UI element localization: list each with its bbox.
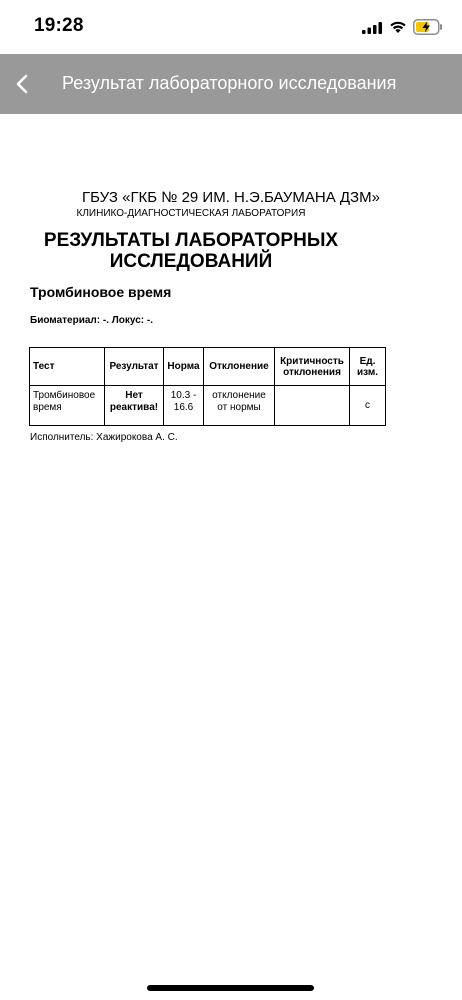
cell-norm-line1: 10.3 - [170, 390, 197, 401]
table-row [30, 386, 386, 426]
organization-name: ГБУЗ «ГКБ № 29 ИМ. Н.Э.БАУМАНА ДЗМ» [82, 189, 380, 206]
status-time: 19:28 [34, 15, 84, 36]
document-title [0, 230, 382, 272]
cell-test [30, 386, 105, 426]
cell-result-line2: реактива! [109, 402, 159, 413]
cell-norm [164, 386, 204, 426]
document-title-line1: РЕЗУЛЬТАТЫ ЛАБОРАТОРНЫХ [43, 230, 339, 251]
header-criticality [275, 348, 350, 386]
wifi-icon [389, 20, 407, 34]
cell-deviation-line1: отклонение [212, 390, 266, 401]
cell-norm-line2: 16.6 [173, 402, 194, 413]
header-unit-line2: изм. [356, 366, 379, 378]
cell-test-line2: время [33, 402, 62, 413]
cell-criticality [275, 386, 350, 426]
cell-result [105, 386, 164, 426]
cell-deviation-line2: от нормы [217, 402, 261, 413]
header-norm: Норма [164, 348, 204, 386]
document-title-line2: ИССЛЕДОВАНИЙ [109, 251, 273, 272]
header-criticality-line2: отклонения [283, 366, 341, 378]
laboratory-name: КЛИНИКО-ДИАГНОСТИЧЕСКАЯ ЛАБОРАТОРИЯ [76, 208, 306, 219]
results-table [29, 347, 386, 426]
cell-unit [350, 386, 386, 426]
battery-charging-icon [413, 19, 443, 35]
chevron-left-icon[interactable] [10, 68, 36, 100]
header-result: Результат [105, 348, 164, 386]
cell-unit-value: с [365, 400, 370, 411]
cellular-signal-icon [362, 22, 382, 34]
header-unit [350, 348, 386, 386]
header-unit-line1: Ед. [359, 355, 376, 367]
header-test: Тест [30, 348, 105, 386]
header-criticality-line1: Критичность [280, 355, 344, 367]
test-title: Тромбиновое время [30, 284, 172, 300]
cell-deviation [204, 386, 275, 426]
status-bar [0, 0, 462, 54]
table-header-row [30, 348, 386, 386]
header-deviation: Отклонение [204, 348, 275, 386]
nav-bar [0, 54, 462, 114]
page-title: Результат лабораторного исследования [62, 73, 397, 93]
cell-test-line1: Тромбиновое [33, 390, 96, 401]
home-indicator[interactable] [147, 985, 314, 991]
biomaterial-info: Биоматериал: -. Локус: -. [30, 315, 153, 326]
cell-result-line1: Нет [125, 390, 143, 401]
performer-info: Исполнитель: Хажирокова А. С. [30, 432, 178, 443]
